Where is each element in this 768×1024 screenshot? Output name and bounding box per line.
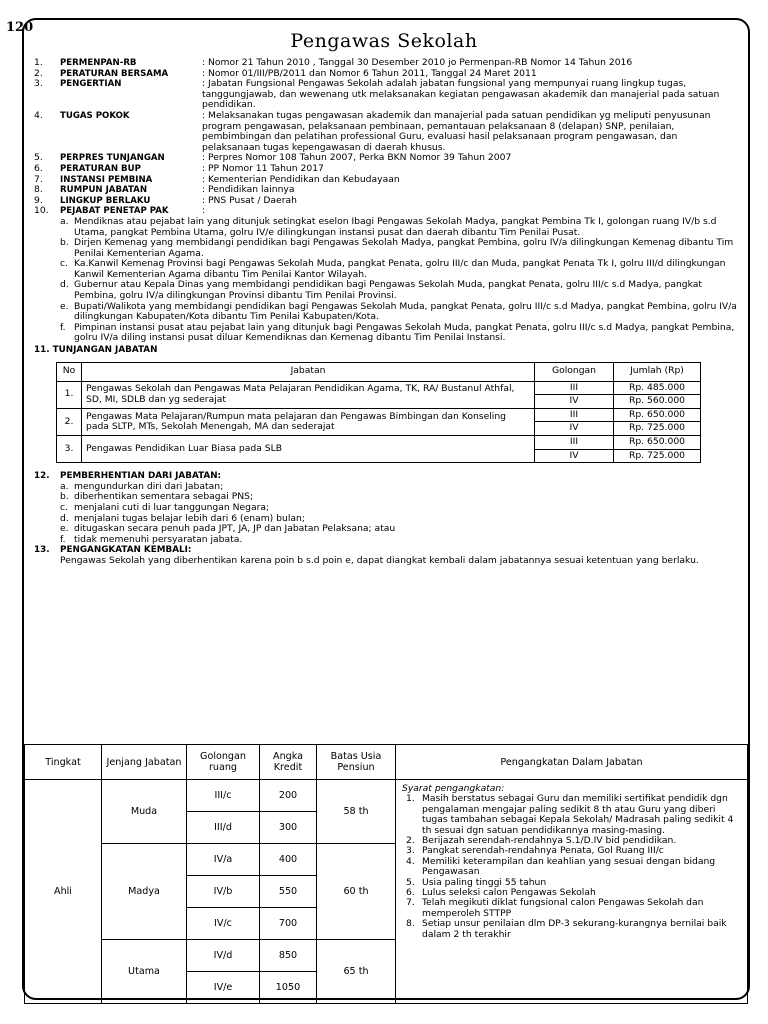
syarat-number: 3. [406,845,415,857]
row-jabatan: Pengawas Pendidikan Luar Biasa pada SLB [82,436,535,463]
angka-kredit-cell: 200 [260,780,317,812]
syarat-number: 5. [406,876,415,888]
pejabat-text: Mendiknas atau pejabat lain yang ditunjuk setingkat eselon Ibagi Pengawas Sekolah Madya, pangkat Pembina Tk I, golongan ruang IV/b s.d Utama, pangkat Pembina Utama, golru IV/e dilingkungan instansi pusat dan daerah dibantu Tim Penilai Pusat. [74,215,717,238]
syarat-item [402,794,741,836]
pemberhentian-text: ditugaskan secara penuh pada JPT, JA, JP dan Jabatan Pelaksana; atau [74,523,396,535]
pemberhentian-item [34,535,742,546]
syarat-title: Syarat pengangkatan: [402,783,505,794]
syarat-number: 8. [406,918,415,930]
pejabat-text: Dirjen Kemenag yang membidangi pendidikan bagi Pengawas Sekolah Madya, pangkat Pembina, golru IV/a dilingkungan Kemenag dibantu Tim Penilai Kementerian Agama. [74,237,734,259]
pemberhentian-letter: f. [60,533,66,545]
row-jabatan: Pengawas Sekolah dan Pengawas Mata Pelajaran Pendidikan Agama, TK, RA/ Bustanul Athfal, SD, MI, SDLB dan yg sederajat [82,381,535,408]
angka-kredit-cell: 300 [260,812,317,844]
item-label: PERMENPAN-RB [60,58,137,68]
golongan-cell: IV/b [187,876,260,908]
row-jumlah: Rp. 650.000 [614,436,701,450]
item-value: : Perpres Nomor 108 Tahun 2007, Perka BKN Nomor 39 Tahun 2007 [202,152,512,164]
item-value: : [202,205,206,217]
golongan-cell: IV/e [187,972,260,1004]
col-golongan-ruang: Golongan ruang [187,745,260,780]
syarat-cell [396,780,748,1004]
golongan-cell: III/d [187,812,260,844]
page-number: 120 [6,20,34,35]
tunjangan-table [56,362,701,464]
pejabat-item [34,259,742,280]
pemberhentian-letter: a. [60,480,69,492]
pemberhentian-text: diberhentikan sementara sebagai PNS; [74,491,254,503]
pengangkatan-text: Pengawas Sekolah yang diberhentikan karena poin b s.d poin e, dapat diangkat kembali dalam jabatannya sesuai ketentuan yang berlaku. [60,554,699,566]
syarat-text: Lulus seleksi calon Pengawas Sekolah [422,887,596,899]
pejabat-list [34,217,742,344]
tunjangan-heading: 11. TUNJANGAN JABATAN [34,345,158,356]
item-value: : PP Nomor 11 Tahun 2017 [202,162,324,174]
bup-cell: 58 th [317,780,396,844]
col-angka-kredit: Angka Kredit [260,745,317,780]
pejabat-text: Pimpinan instansi pusat atau pejabat lain yang ditunjuk bagi Pengawas Sekolah Muda, pangkat Penata, golru III/c s.d Madya, pangkat Pembina, golru IV/a diling instansi pusat diluar Kemendiknas dan Kemenag dibantu Tim Penilai Instansi. [74,321,735,344]
item-number: 9. [34,194,43,206]
col-no: No [57,362,82,381]
syarat-number: 1. [406,793,415,805]
item-row [34,175,742,186]
pemberhentian-item [34,503,742,514]
item-value: : Kementerian Pendidikan dan Kebudayaan [202,173,400,185]
table-row [57,381,701,395]
row-golongan: III [535,436,614,450]
item-label: LINGKUP BERLAKU [60,195,151,206]
item-value: : Melaksanakan tugas pengawasan akademik dan manajerial pada satuan pendidikan yg meliputi penyusunan program pengawasan, pelaksanaan pembinaan, pemantauan pelaksanaan 8 (delapan) SNP, penilaian, pembimbingan dan pelatihan professional Guru, evaluasi hasil pelaksanaan program pengawasan, dan pelaksanaan tugas kepengawasan di daerah khusus. [202,109,711,153]
angka-kredit-cell: 700 [260,908,317,940]
syarat-number: 4. [406,855,415,867]
item-label: PEJABAT PENETAP PAK [60,206,169,217]
row-jumlah: Rp. 725.000 [614,449,701,463]
row-jumlah: Rp. 725.000 [614,422,701,436]
pemberhentian-letter: e. [60,523,69,535]
row-no: 3. [57,436,82,463]
jenjang-table [24,744,748,1004]
golongan-cell: IV/c [187,908,260,940]
golongan-cell: IV/a [187,844,260,876]
golongan-cell: IV/d [187,940,260,972]
table-row [57,408,701,422]
item-list [34,58,742,217]
item-number: 1. [34,57,43,68]
item-label: PERATURAN BUP [60,163,141,174]
angka-kredit-cell: 550 [260,876,317,908]
pemberhentian-text: mengundurkan diri dari Jabatan; [74,480,224,492]
item-number: 5. [34,152,43,164]
row-no: 1. [57,381,82,408]
syarat-number: 2. [406,835,415,847]
pejabat-letter: d. [60,279,69,291]
angka-kredit-cell: 850 [260,940,317,972]
row-golongan: III [535,381,614,395]
item-label: PENGERTIAN [60,79,122,90]
syarat-text: Pangkat serendah-rendahnya Penata, Gol Ruang III/c [422,845,664,857]
pengangkatan-heading: 13. PENGANGKATAN KEMBALI: [34,545,192,556]
syarat-text: Memiliki keterampilan dan keahlian yang sesuai dengan bidang Pengawasan [422,855,716,878]
document-body [34,58,742,567]
jenjang-cell: Madya [102,844,187,940]
syarat-item [402,919,741,940]
pejabat-item [34,302,742,323]
pejabat-item [34,323,742,344]
item-label: INSTANSI PEMBINA [60,174,153,185]
item-number: 7. [34,173,43,185]
row-jumlah: Rp. 560.000 [614,395,701,409]
angka-kredit-cell: 400 [260,844,317,876]
pejabat-text: Gubernur atau Kepala Dinas yang membidangi pendidikan bagi Pengawas Sekolah Muda, pangkat Penata, golru III/c s.d Madya, pangkat Pembina, golru IV/a dilingkungan Provinsi dibantu Tim Penilai Provinsi. [74,279,702,302]
item-row [34,153,742,164]
syarat-number: 7. [406,897,415,909]
syarat-number: 6. [406,887,415,899]
pemberhentian-list [34,482,742,546]
table-row [57,436,701,450]
row-golongan: IV [535,449,614,463]
item-row [34,79,742,111]
syarat-item [402,898,741,919]
item-value: : Jabatan Fungsional Pengawas Sekolah adalah jabatan fungsional yang mempunyai ruang lingkup tugas, tanggungjawab, dan wewenang utk melaksanakan kegiatan pengawasan akademik dan manajerial pada satuan pendidikan. [202,78,720,111]
syarat-item [402,857,741,878]
item-row [34,111,742,153]
pemberhentian-text: tidak memenuhi persyaratan jabata. [74,533,243,545]
row-jumlah: Rp. 650.000 [614,408,701,422]
syarat-text: Telah megikuti diklat fungsional calon Pengawas Sekolah dan memperoleh STTPP [422,897,704,919]
item-number: 8. [34,184,43,196]
item-label: RUMPUN JABATAN [60,185,148,196]
bup-cell: 60 th [317,844,396,940]
pejabat-letter: e. [60,300,69,312]
syarat-text: Usia paling tinggi 55 tahun [422,876,547,888]
row-jabatan: Pengawas Mata Pelajaran/Rumpun mata pelajaran dan Pengawas Bimbingan dan Konseling pada SLTP, MTs, Sekolah Menengah, MA dan sederajat [82,408,535,435]
pemberhentian-text: menjalani cuti di luar tanggungan Negara; [74,501,270,513]
row-no: 2. [57,408,82,435]
item-value: : Pendidikan lainnya [202,184,295,196]
item-number: 4. [34,109,43,121]
item-label: PERPRES TUNJANGAN [60,153,165,164]
item-number: 2. [34,67,43,79]
syarat-text: Setiap unsur penilaian dlm DP-3 sekurang-kurangnya bernilai baik dalam 2 th terakhir [422,918,727,940]
pejabat-text: Ka.Kanwil Kemenag Provinsi bagi Pengawas Sekolah Muda, pangkat Penata, golru III/c dan Muda, pangkat Penata Tk I, golru III/d dilingkungan Kanwil Kementerian Agama dibantu Tim Penilai Kantor Wilayah. [74,258,726,280]
col-jenjang: Jenjang Jabatan [102,745,187,780]
item-row [34,196,742,207]
item-value: : Nomor 01/III/PB/2011 dan Nomor 6 Tahun 2011, Tanggal 24 Maret 2011 [202,67,537,79]
jenjang-cell: Muda [102,780,187,844]
pemberhentian-text: menjalani tugas belajar lebih dari 6 (enam) bulan; [74,512,305,524]
item-value: : PNS Pusat / Daerah [202,194,297,206]
row-golongan: IV [535,395,614,409]
col-bup: Batas Usia Pensiun [317,745,396,780]
item-number: 10. [34,205,49,217]
page-title: Pengawas Sekolah [290,30,478,52]
golongan-cell: III/c [187,780,260,812]
pejabat-letter: f. [60,321,66,333]
angka-kredit-cell: 1050 [260,972,317,1004]
pemberhentian-letter: c. [60,501,68,513]
item-label: TUGAS POKOK [60,110,130,121]
syarat-text: Berijazah serendah-rendahnya S.1/D.IV bid pendidikan. [422,835,677,847]
item-value: : Nomor 21 Tahun 2010 , Tanggal 30 Desember 2010 jo Permenpan-RB Nomor 14 Tahun 2016 [202,57,633,68]
jenjang-row [25,780,748,812]
row-golongan: III [535,408,614,422]
item-row [34,185,742,196]
pemberhentian-letter: b. [60,491,69,503]
syarat-text: Masih berstatus sebagai Guru dan memiliki sertifikat pendidik dgn pengalaman mengajar paling sedikit 8 th atau Guru yang diberi tugas tambahan sebagai Kepala Sekolah/ Madrasah paling sedikit 4 th sesuai dgn satuan pendidikannya masing-masing. [422,793,734,836]
col-golongan: Golongan [535,362,614,381]
pejabat-letter: c. [60,258,68,270]
item-number: 3. [34,78,43,90]
item-row [34,164,742,175]
item-row [34,58,742,69]
row-jumlah: Rp. 485.000 [614,381,701,395]
pejabat-item [34,238,742,259]
pejabat-item [34,280,742,301]
pejabat-letter: a. [60,215,69,227]
pejabat-letter: b. [60,237,69,249]
row-golongan: IV [535,422,614,436]
jenjang-cell: Utama [102,940,187,1004]
item-number: 6. [34,162,43,174]
pemberhentian-letter: d. [60,512,69,524]
col-jumlah: Jumlah (Rp) [614,362,701,381]
item-label: PERATURAN BERSAMA [60,68,169,79]
col-tingkat: Tingkat [25,745,102,780]
pejabat-item [34,217,742,238]
pejabat-text: Bupati/Walikota yang membidangi pendidikan bagi Pengawas Sekolah Muda, pangkat Penata, golru III/c s.d Madya, pangkat Pembina, golru IV/a dilingkungan Kabupaten/Kota dibantu Tim Penilai Kabupaten/Kota. [74,300,737,323]
pemberhentian-heading: 12. PEMBERHENTIAN DARI JABATAN: [34,471,222,482]
bup-cell: 65 th [317,940,396,1004]
col-pengangkatan: Pengangkatan Dalam Jabatan [396,745,748,780]
tingkat-cell: Ahli [25,780,102,1004]
col-jabatan: Jabatan [82,362,535,381]
